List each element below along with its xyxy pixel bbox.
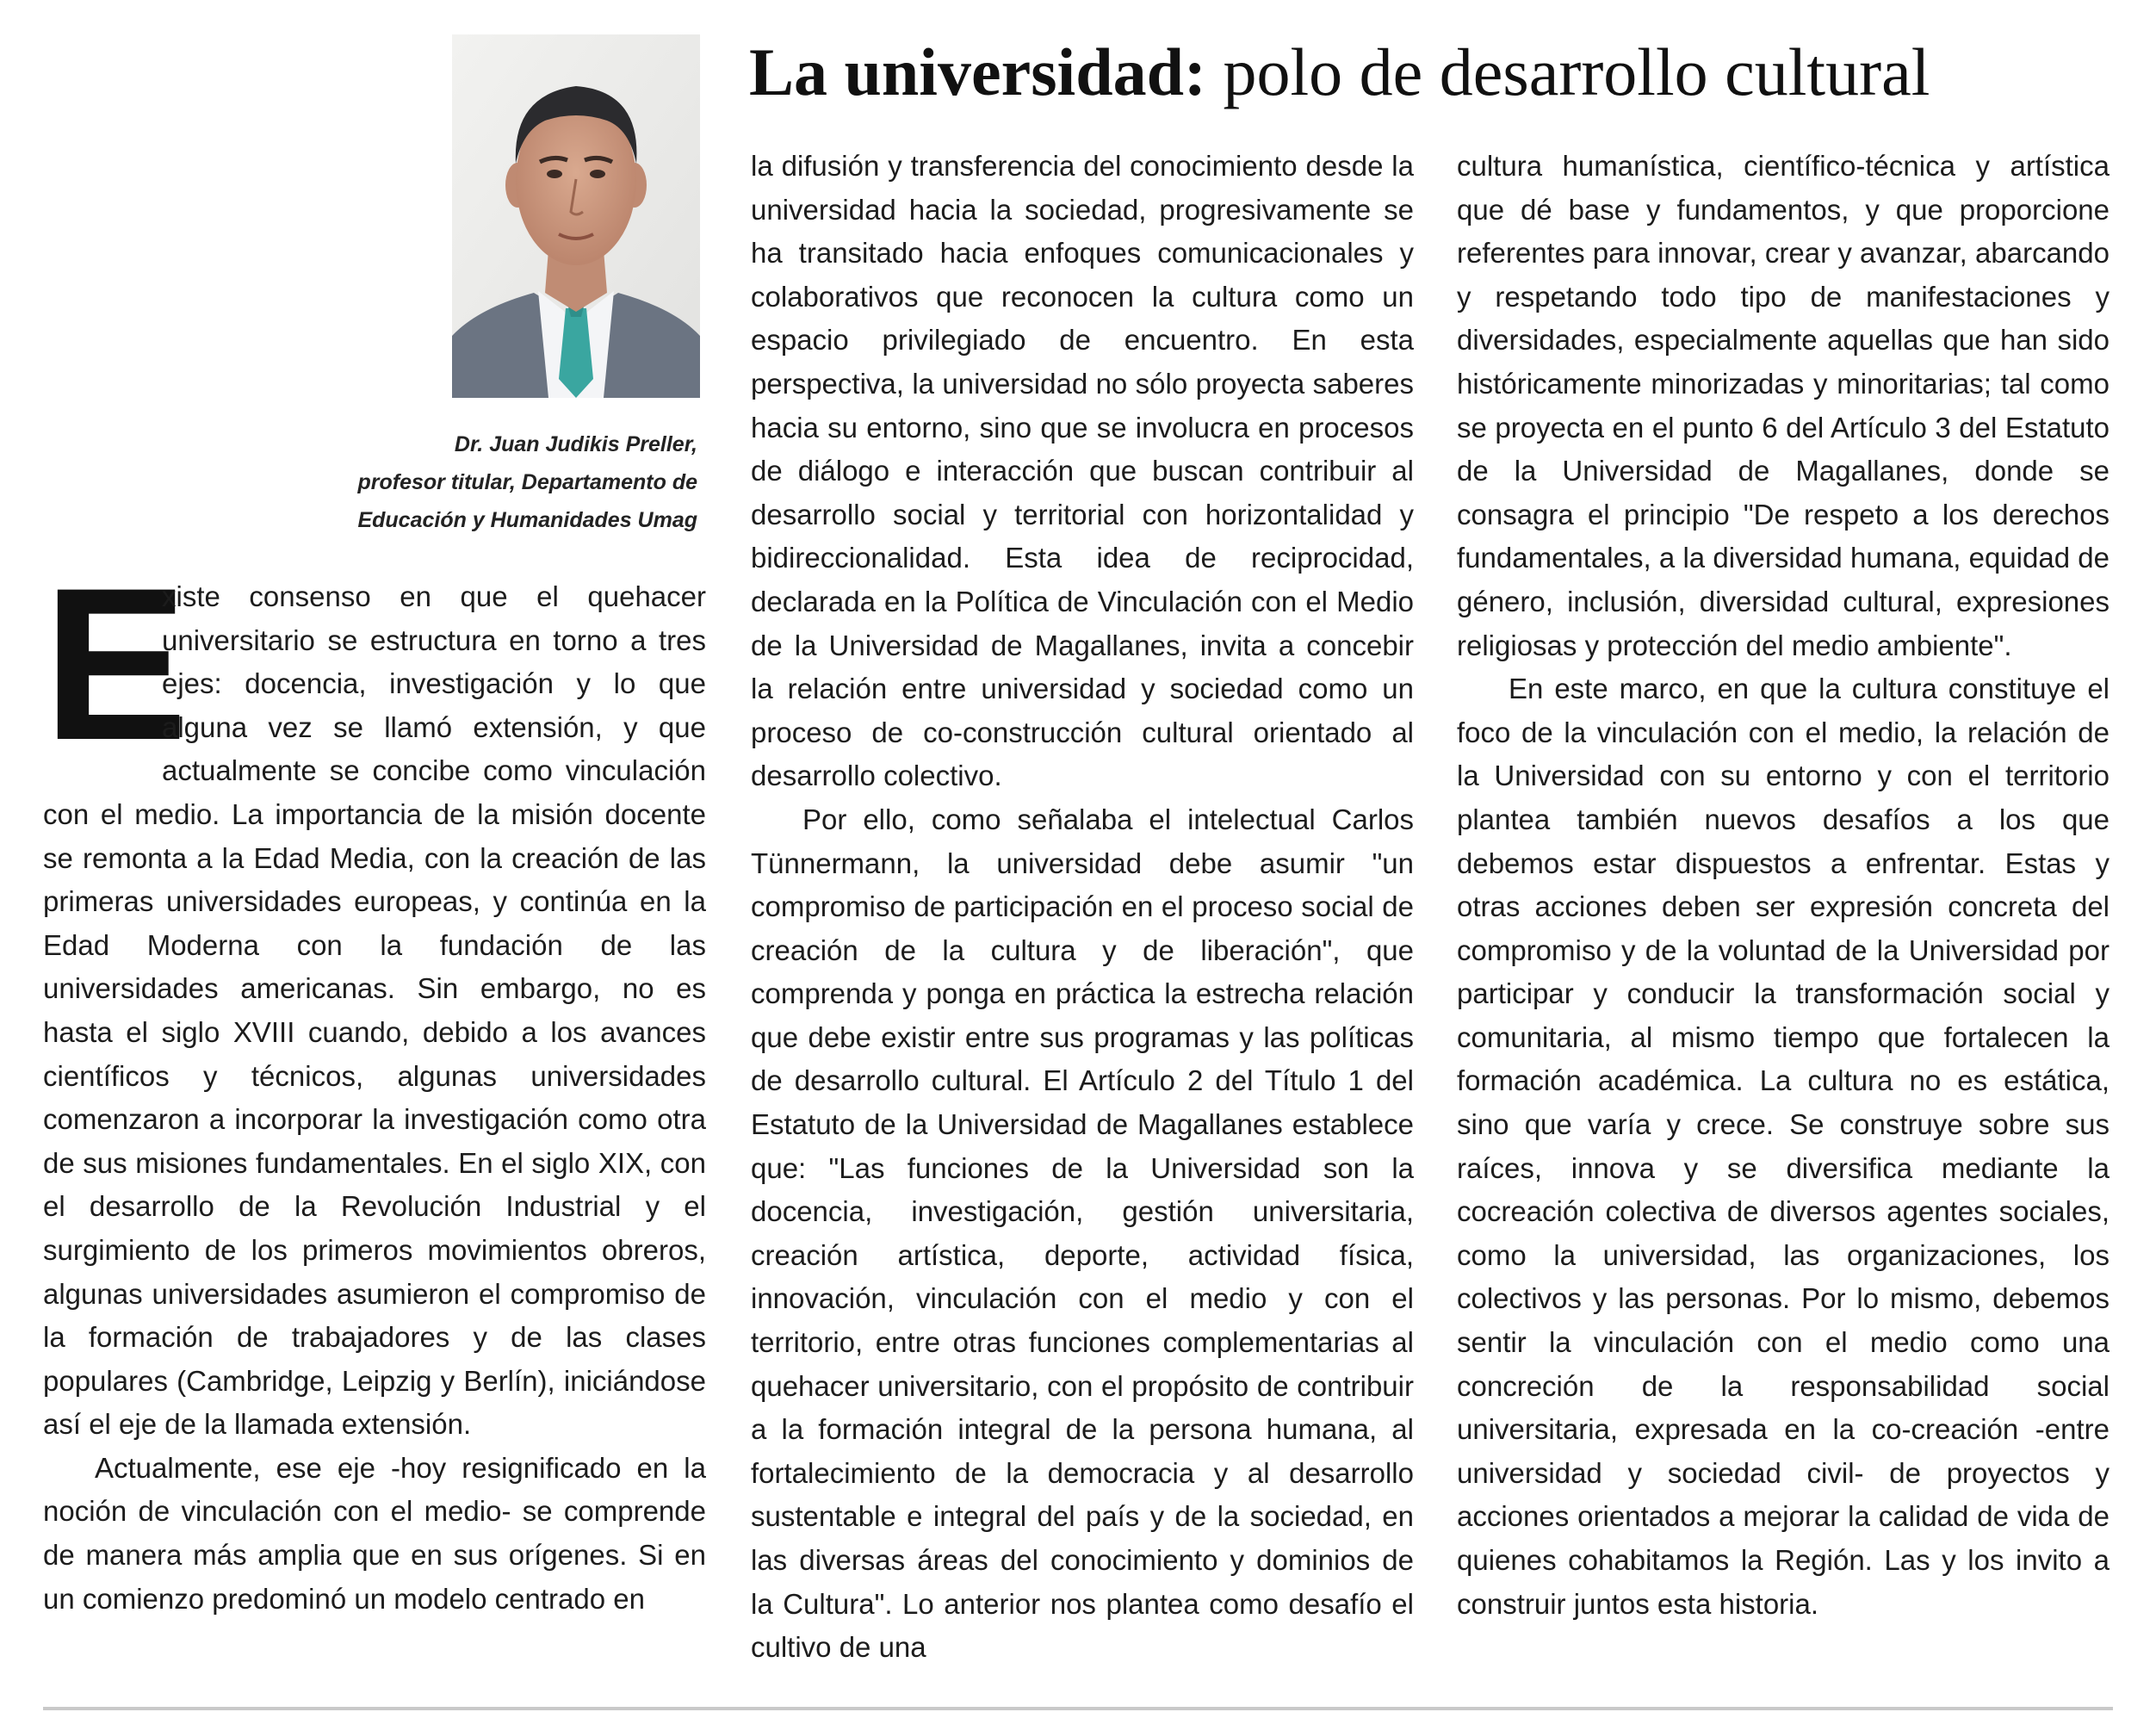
article-paragraph: Actualmente, ese eje -hoy resignificado en la noción de vinculación con el medio- se comprende de manera más amplia que en sus orígenes. Si en un comienzo predominó un modelo centrado en — [43, 1451, 706, 1615]
article-headline — [749, 31, 2127, 114]
article-column-1 — [43, 543, 706, 1621]
author-department: Educación y Humanidades Umag — [357, 508, 697, 532]
article-column-3 — [1457, 145, 2110, 1626]
author-title: profesor titular, Departamento de — [357, 470, 697, 494]
headline-bold: La universidad: — [749, 34, 1206, 109]
article-paragraph — [43, 543, 706, 1447]
paragraph-text: xiste consenso en que el quehacer universitario se estructura en torno a tres ejes: docencia, investigación y lo que alguna vez se llamó extensión, y que actualmente se concibe como vinculación con el medio. La importancia de la misión docente se remonta a la Edad Media, con la creación de las primeras universidades europeas, y continúa en la Edad Moderna con la fundación de las universidades americanas. Sin embargo, no es hasta el siglo XVIII cuando, debido a los avances científicos y técnicos, algunas universidades comenzaron a incorporar la investigación como otra de sus misiones fundamentales. En el siglo XIX, con el desarrollo de la Revolución Industrial y el surgimiento de los primeros movimientos obreros, algunas universidades asumieron el compromiso de la formación de trabajadores y de las clases populares (Cambridge, Leipzig y Berlín), iniciándose así el eje de la llamada extensión. — [43, 580, 706, 1441]
author-name: Dr. Juan Judikis Preller, — [454, 432, 697, 456]
author-portrait-icon — [452, 34, 700, 398]
article-paragraph: Por ello, como señalaba el intelectual Carlos Tünnermann, la universidad debe asumir "un compromiso de participación en el proceso social de creación de la cultura y de liberación", que comprenda y ponga en práctica la estrecha relación que debe existir entre sus programas y las políticas de desarrollo cultural. El Artículo 2 del Título 1 del Estatuto de la Universidad de Magallanes establece que: "Las funciones de la Universidad son la docencia, investigación, gestión universitaria, creación artística, deporte, actividad física, innovación, vinculación con el medio y con el territorio, entre otras funciones complementarias al quehacer universitario, con el propósito de contribuir a la formación integral de la persona humana, al fortalecimiento de la democracia y al desarrollo sustentable e integral del país y de la sociedad, en las diversas áreas del conocimiento y dominios de la Cultura". Lo anterior nos plantea como desafío el cultivo de una — [751, 803, 1414, 1664]
article-column-2 — [751, 145, 1414, 1670]
article-paragraph: la difusión y transferencia del conocimiento desde la universidad hacia la sociedad, progresivamente se ha transitado hacia enfoques comunicacionales y colaborativos que reconocen la cultura como un espacio privilegiado de encuentro. En esta perspectiva, la universidad no sólo proyecta saberes hacia su entorno, sino que se involucra en procesos de diálogo e interacción que buscan contribuir al desarrollo social y territorial con horizontalidad y bidireccionalidad. Esta idea de reciprocidad, declarada en la Política de Vinculación con el Medio de la Universidad de Magallanes, invita a concebir la relación entre universidad y sociedad como un proceso de co-construcción cultural orientado al desarrollo colectivo. — [751, 150, 1414, 792]
headline-regular: polo de desarrollo cultural — [1223, 34, 1930, 109]
article-paragraph: cultura humanística, científico-técnica y artística que dé base y fundamentos, y que proporcione referentes para innovar, crear y avanzar, abarcando y respetando todo tipo de manifestaciones y diversidades, especialmente aquellas que han sido históricamente minorizadas y minoritarias; tal como se proyecta en el punto 6 del Artículo 3 del Estatuto de la Universidad de Magallanes, donde se consagra el principio "De respeto a los derechos fundamentales, a la diversidad humana, equidad de género, inclusión, diversidad cultural, expresiones religiosas y protección del medio ambiente". — [1457, 150, 2110, 661]
bottom-divider — [43, 1707, 2113, 1710]
author-portrait-photo — [452, 34, 700, 398]
drop-cap: E — [43, 543, 189, 785]
author-byline — [34, 425, 697, 539]
article-paragraph: En este marco, en que la cultura constituye el foco de la vinculación con el medio, la relación de la Universidad con su entorno y con el territorio plantea también nuevos desafíos a los que debemos estar dispuestos a enfrentar. Estas y otras acciones deben ser expresión concreta del compromiso y de la voluntad de la Universidad por participar y conducir la transformación social y comunitaria, al mismo tiempo que fortalecen la formación académica. La cultura no es estática, sino que varía y crece. Se construye sobre sus raíces, innova y se diversifica mediante la cocreación colectiva de diversos agentes sociales, como la universidad, las organizaciones, los colectivos y las personas. Por lo mismo, debemos sentir la vinculación con el medio como una concreción de la responsabilidad social universitaria, expresada en la co-creación -entre universidad y sociedad civil- de proyectos y acciones orientados a mejorar la calidad de vida de quienes cohabitamos la Región. Las y los invito a construir juntos esta historia. — [1457, 673, 2110, 1620]
